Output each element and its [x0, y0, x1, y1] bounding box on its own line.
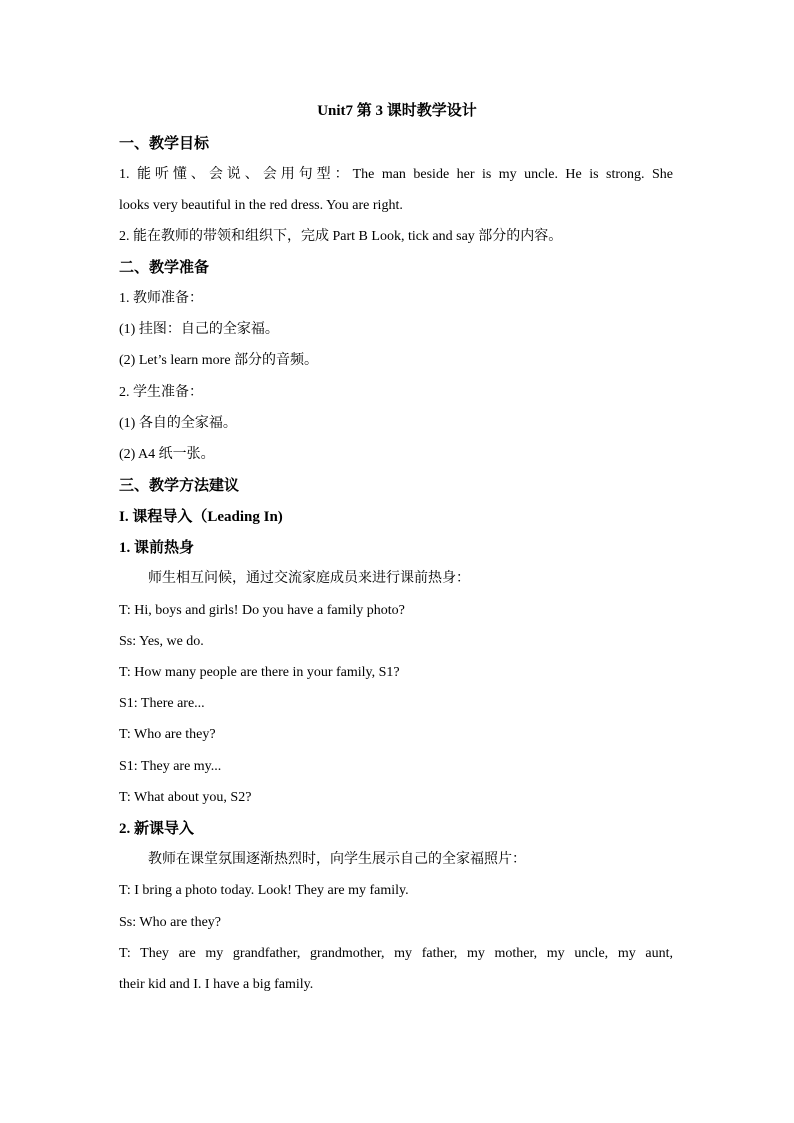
dialogue-line: T: I bring a photo today. Look! They are my family. [119, 883, 409, 898]
objective-1-line-1: 1. 能听懂、会说、会用句型：The man beside her is my uncle. He is strong. She [119, 167, 673, 182]
subsection-new-lesson: 2. 新课导入 [119, 821, 195, 837]
student-prep-item-2: (2) A4 纸一张。 [119, 447, 215, 462]
teacher-prep-item-2: (2) Let’s learn more 部分的音频。 [119, 353, 319, 368]
page-title: Unit7 第 3 课时教学设计 [317, 103, 477, 119]
dialogue-line: T: Who are they? [119, 727, 216, 742]
section-heading-methods: 三、教学方法建议 [119, 478, 240, 494]
warm-up-description: 师生相互问候，通过交流家庭成员来进行课前热身： [148, 571, 470, 586]
student-prep-heading: 2. 学生准备： [119, 385, 203, 400]
dialogue-line: Ss: Yes, we do. [119, 634, 204, 649]
teacher-prep-item-1: (1) 挂图：自己的全家福。 [119, 322, 279, 337]
subsection-leading-in: I. 课程导入（Leading In) [119, 509, 283, 525]
dialogue-line: T: Hi, boys and girls! Do you have a family photo? [119, 603, 405, 618]
student-prep-item-1: (1) 各自的全家福。 [119, 416, 237, 431]
dialogue-line: T: How many people are there in your family, S1? [119, 665, 400, 680]
dialogue-line: S1: They are my... [119, 759, 222, 774]
section-heading-preparation: 二、教学准备 [119, 260, 210, 276]
subsection-warm-up: 1. 课前热身 [119, 540, 195, 556]
new-lesson-description: 教师在课堂氛围逐渐热烈时，向学生展示自己的全家福照片： [148, 852, 526, 867]
objective-1-line-2: looks very beautiful in the red dress. You are right. [119, 198, 403, 213]
dialogue-line: T: What about you, S2? [119, 790, 252, 805]
section-heading-objectives: 一、教学目标 [119, 136, 210, 152]
objective-2: 2. 能在教师的带领和组织下，完成 Part B Look, tick and say 部分的内容。 [119, 229, 563, 244]
dialogue-line: their kid and I. I have a big family. [119, 977, 314, 992]
dialogue-line: S1: There are... [119, 696, 205, 711]
teacher-prep-heading: 1. 教师准备： [119, 291, 203, 306]
dialogue-line: T: They are my grandfather, grandmother, my father, my mother, my uncle, my aunt, [119, 946, 673, 961]
dialogue-line: Ss: Who are they? [119, 915, 221, 930]
